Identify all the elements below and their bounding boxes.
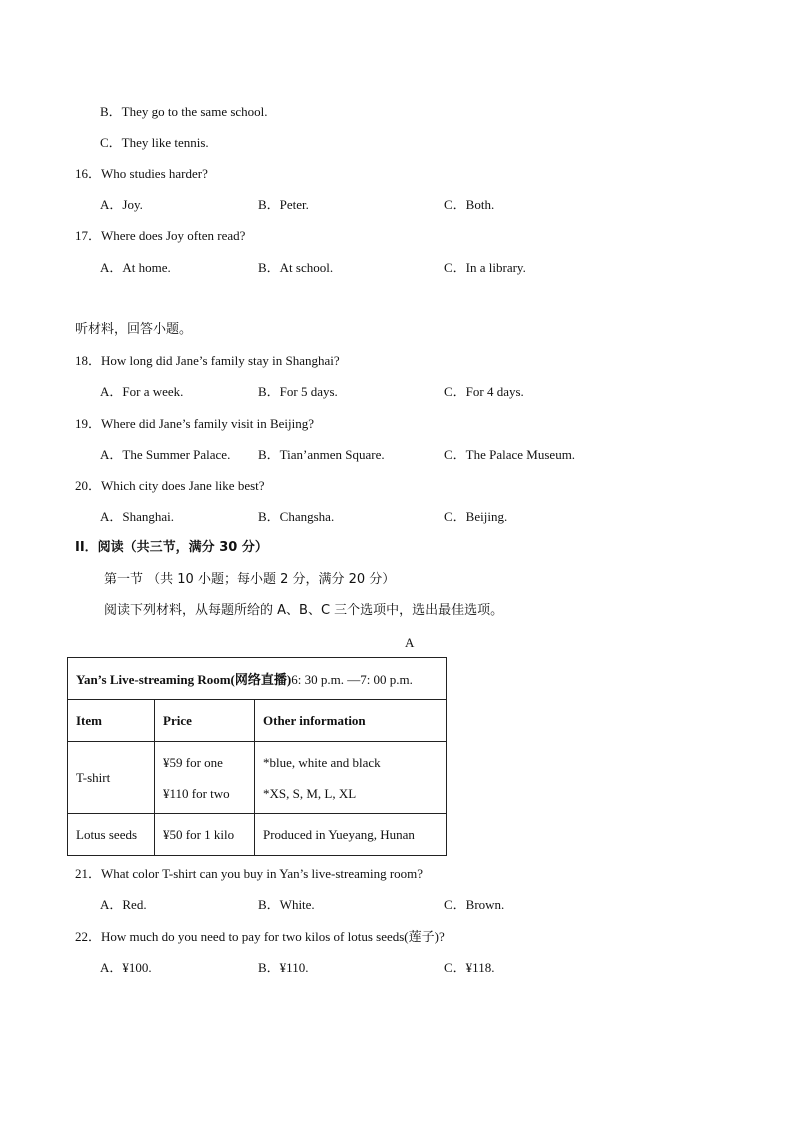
q22-option-b: B．¥110. [258,960,309,975]
reading-instruction: 阅读下列材料，从每题所给的 A、B、C 三个选项中，选出最佳选项。 [104,603,504,618]
row-price [155,742,255,814]
q17-option-c: C．In a library. [444,260,526,275]
q19-question: 19．Where did Jane’s family visit in Beijing? [75,416,315,431]
q19-option-c: C．The Palace Museum. [444,447,576,462]
header-other-information: Other information [255,700,447,742]
passage-label: A [405,635,415,650]
q20-question: 20．Which city does Jane like best? [75,478,265,493]
table-title-row [68,658,447,700]
q16-question: 16．Who studies harder? [75,166,208,181]
q16-option-b: B．Peter. [258,197,309,212]
row-item: Lotus seeds [68,814,155,856]
q17-option-a: A．At home. [100,260,171,275]
q15-option-c: C．They like tennis. [100,135,209,150]
q19-option-b: B．Tian’anmen Square. [258,447,385,462]
q20-option-a: A．Shanghai. [100,509,175,524]
section-heading: II．阅读（共三节，满分 30 分） [75,540,268,555]
row-item: T-shirt [68,742,155,814]
q20-option-c: C．Beijing. [444,509,508,524]
q22-option-c: C．¥118. [444,960,495,975]
q21-question: 21．What color T-shirt can you buy in Yan’s live-streaming room? [75,866,424,881]
table-time: 6: 30 p.m. —7: 00 p.m. [291,672,413,687]
q18-option-b: B．For 5 days. [258,384,338,399]
product-table [67,657,447,856]
q15-option-b: B．They go to the same school. [100,104,268,119]
table-row [68,742,447,814]
q22-question: 22．How much do you need to pay for two kilos of lotus seeds(莲子)? [75,929,445,944]
listen-instruction: 听材料，回答小题。 [75,322,193,337]
q17-option-b: B．At school. [258,260,334,275]
q16-option-a: A．Joy. [100,197,143,212]
q21-option-b: B．White. [258,897,315,912]
part-heading: 第一节 （共 10 小题；每小题 2 分，满分 20 分） [104,572,396,587]
price-line: ¥110 for two [163,785,230,801]
q16-option-c: C．Both. [444,197,495,212]
row-info: Produced in Yueyang, Hunan [255,814,447,856]
table-title-cell [68,658,447,700]
q18-question: 18．How long did Jane’s family stay in Shanghai? [75,353,340,368]
table-row [68,814,447,856]
price-line: ¥59 for one [163,754,223,770]
info-line: *blue, white and black [263,754,381,770]
q21-option-c: C．Brown. [444,897,505,912]
info-line: *XS, S, M, L, XL [263,785,357,801]
q17-question: 17．Where does Joy often read? [75,228,246,243]
row-price: ¥50 for 1 kilo [155,814,255,856]
table-header-row [68,700,447,742]
table-title: Yan’s Live-streaming Room(网络直播) [76,672,292,687]
q21-option-a: A．Red. [100,897,147,912]
row-info [255,742,447,814]
header-item: Item [68,700,155,742]
q18-option-c: C．For 4 days. [444,384,524,399]
q22-option-a: A．¥100. [100,960,152,975]
header-price: Price [155,700,255,742]
q18-option-a: A．For a week. [100,384,184,399]
q19-option-a: A．The Summer Palace. [100,447,231,462]
q20-option-b: B．Changsha. [258,509,335,524]
